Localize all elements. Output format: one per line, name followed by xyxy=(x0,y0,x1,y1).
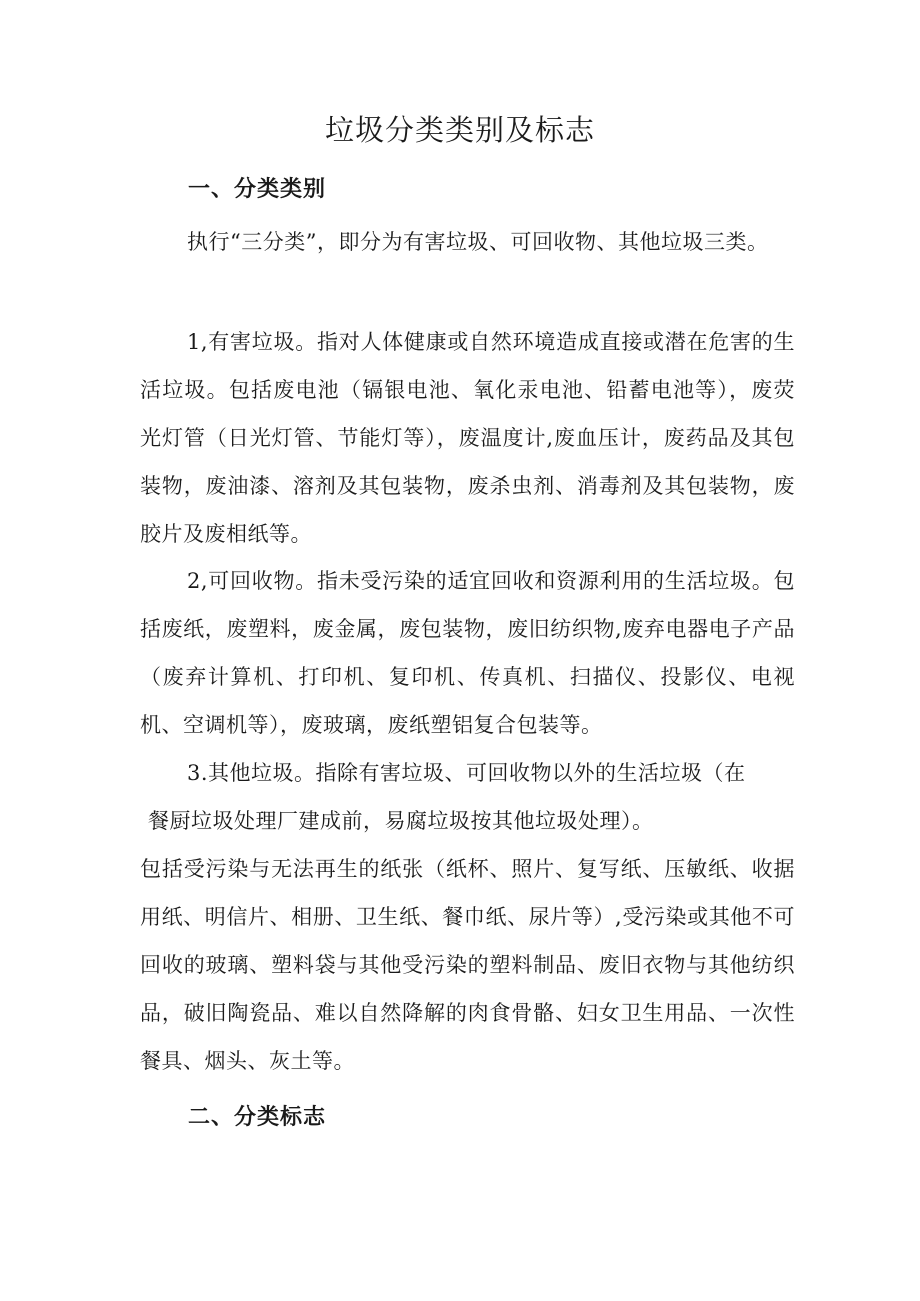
document-title: 垃圾分类类别及标志 xyxy=(324,113,595,147)
other-waste-line2: 餐厨垃圾处理厂建成前，易腐垃圾按其他垃圾处理）。 xyxy=(148,809,654,833)
intro-paragraph: 执行“三分类”，即分为有害垃圾、可回收物、其他垃圾三类。 xyxy=(187,230,769,254)
other-waste-paragraph xyxy=(140,749,795,845)
recyclables-paragraph: 2,可回收物。指未受污染的适宜回收和资源利用的生活垃圾。包括废纸，废塑料，废金属，废包装物，废旧纺织物,废弃电器电子产品（废弃计算机、打印机、复印机、传真机、扫描仪、投影仪、电视机、空调机等），废玻璃，废纸塑铝复合包装等。 xyxy=(140,569,795,737)
other-waste-line1: 3.其他垃圾。指除有害垃圾、可回收物以外的生活垃圾（在 xyxy=(187,761,746,785)
hazardous-waste-paragraph: 1,有害垃圾。指对人体健康或自然环境造成直接或潜在危害的生活垃圾。包括废电池（镉银电池、氧化汞电池、铅蓄电池等），废荧光灯管（日光灯管、节能灯等），废温度计,废血压计，废药品及其包装物，废油漆、溶剂及其包装物，废杀虫剂、消毒剂及其包装物，废胶片及废相纸等。 xyxy=(140,330,795,546)
section-heading-categories: 一、分类类别 xyxy=(188,177,327,202)
other-waste-details-paragraph: 包括受污染与无法再生的纸张（纸杯、照片、复写纸、压敏纸、收据用纸、明信片、相册、卫生纸、餐巾纸、尿片等）,受污染或其他不可回收的玻璃、塑料袋与其他受污染的塑料制品、废旧衣物与其他纺织品，破旧陶瓷品、难以自然降解的肉食骨骼、妇女卫生用品、一次性餐具、烟头、灰土等。 xyxy=(140,857,795,1073)
section-heading-signs: 二、分类标志 xyxy=(188,1105,327,1130)
